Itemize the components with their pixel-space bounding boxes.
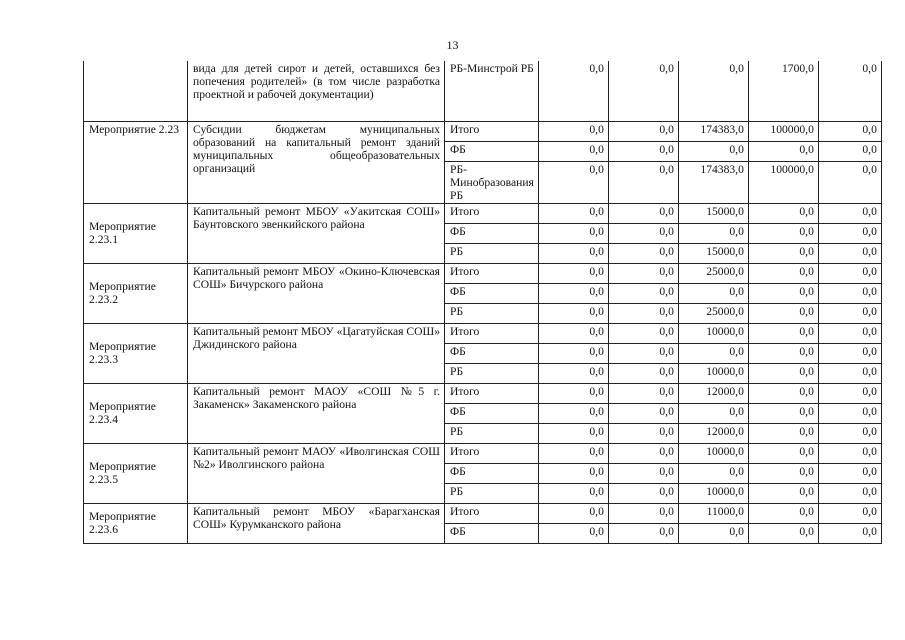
amount-cell: 10000,0 — [678, 323, 748, 343]
amount-cell: 0,0 — [748, 403, 818, 423]
measure-label: Мероприятие 2.23.6 — [84, 503, 188, 543]
table-row — [84, 61, 882, 121]
amount-cell: 0,0 — [818, 121, 881, 141]
amount-cell: 0,0 — [818, 141, 881, 161]
amount-cell: 0,0 — [818, 243, 881, 263]
amount-cell: 25000,0 — [678, 263, 748, 283]
amount-cell: 0,0 — [748, 263, 818, 283]
amount-cell: 0,0 — [538, 343, 608, 363]
amount-cell: 0,0 — [748, 203, 818, 223]
amount-cell: 0,0 — [538, 161, 608, 203]
amount-cell: 0,0 — [538, 403, 608, 423]
amount-cell: 0,0 — [608, 443, 678, 463]
amount-cell: 0,0 — [608, 263, 678, 283]
amount-cell: 0,0 — [818, 483, 881, 503]
amount-cell: 0,0 — [748, 303, 818, 323]
amount-cell: 0,0 — [608, 463, 678, 483]
amount-cell: 0,0 — [678, 283, 748, 303]
funding-source: Итого — [445, 503, 539, 523]
amount-cell: 0,0 — [748, 523, 818, 543]
amount-cell: 0,0 — [538, 463, 608, 483]
amount-cell: 0,0 — [608, 383, 678, 403]
page-number: 13 — [446, 38, 459, 52]
amount-cell: 0,0 — [748, 283, 818, 303]
amount-cell: 0,0 — [608, 121, 678, 141]
amount-cell: 0,0 — [608, 283, 678, 303]
funding-source: РБ — [445, 363, 539, 383]
measure-label-cell — [84, 61, 188, 121]
amount-cell: 0,0 — [538, 503, 608, 523]
funding-source: ФБ — [445, 283, 539, 303]
funding-source: ФБ — [445, 343, 539, 363]
amount-cell: 0,0 — [608, 303, 678, 323]
amount-cell: 0,0 — [818, 403, 881, 423]
funding-source: Итого — [445, 263, 539, 283]
amount-cell: 0,0 — [818, 363, 881, 383]
amount-cell: 0,0 — [678, 523, 748, 543]
amount-cell: 12000,0 — [678, 423, 748, 443]
amount-cell: 0,0 — [608, 403, 678, 423]
amount-cell: 0,0 — [748, 141, 818, 161]
amount-cell: 0,0 — [538, 323, 608, 343]
amount-cell: 11000,0 — [678, 503, 748, 523]
measure-description: Субсидии бюджетам муниципальных образований на капитальный ремонт зданий муниципальных общеобразовательных организаций — [188, 121, 445, 203]
amount-cell: 0,0 — [538, 483, 608, 503]
funding-source: Итого — [445, 121, 539, 141]
table-row — [84, 203, 882, 223]
amount-cell: 0,0 — [538, 443, 608, 463]
amount-cell: 0,0 — [818, 203, 881, 223]
amount-cell: 0,0 — [608, 423, 678, 443]
amount-cell: 0,0 — [818, 343, 881, 363]
amount-cell: 0,0 — [818, 283, 881, 303]
funding-source: Итого — [445, 323, 539, 343]
amount-cell: 0,0 — [538, 203, 608, 223]
amount-cell: 0,0 — [608, 243, 678, 263]
table-row — [84, 121, 882, 141]
amount-cell: 0,0 — [748, 503, 818, 523]
amount-cell: 0,0 — [538, 223, 608, 243]
amount-cell: 12000,0 — [678, 383, 748, 403]
funding-source: РБ — [445, 423, 539, 443]
amount-cell: 15000,0 — [678, 243, 748, 263]
amount-cell: 0,0 — [678, 141, 748, 161]
amount-cell: 0,0 — [818, 161, 881, 203]
measure-label: Мероприятие 2.23 — [84, 121, 188, 203]
funding-source: РБ-Минобразования РБ — [445, 161, 539, 203]
amount-cell: 0,0 — [608, 161, 678, 203]
amount-cell: 0,0 — [678, 61, 748, 121]
measure-label: Мероприятие 2.23.1 — [84, 203, 188, 263]
amount-cell: 0,0 — [818, 303, 881, 323]
amount-cell: 0,0 — [538, 61, 608, 121]
funding-source: ФБ — [445, 463, 539, 483]
amount-cell: 10000,0 — [678, 443, 748, 463]
funding-source: ФБ — [445, 403, 539, 423]
amount-cell: 0,0 — [608, 203, 678, 223]
amount-cell: 100000,0 — [748, 121, 818, 141]
amount-cell: 0,0 — [608, 61, 678, 121]
amount-cell: 0,0 — [678, 343, 748, 363]
amount-cell: 174383,0 — [678, 161, 748, 203]
amount-cell: 100000,0 — [748, 161, 818, 203]
table-row — [84, 323, 882, 343]
amount-cell: 0,0 — [538, 263, 608, 283]
amount-cell: 0,0 — [538, 141, 608, 161]
measure-description: вида для детей сирот и детей, оставшихся без попечения родителей» (в том числе разработка проектной и рабочей документации) — [188, 61, 445, 121]
amount-cell: 0,0 — [748, 443, 818, 463]
amount-cell: 0,0 — [748, 323, 818, 343]
funding-source: ФБ — [445, 141, 539, 161]
amount-cell: 0,0 — [538, 523, 608, 543]
measure-description: Капитальный ремонт МБОУ «Уакитская СОШ» Баунтовского эвенкийского района — [188, 203, 445, 263]
amount-cell: 0,0 — [748, 363, 818, 383]
amount-cell: 0,0 — [538, 243, 608, 263]
amount-cell: 0,0 — [608, 363, 678, 383]
amount-cell: 0,0 — [818, 263, 881, 283]
measure-description: Капитальный ремонт МБОУ «Окино-Ключевская СОШ» Бичурского района — [188, 263, 445, 323]
amount-cell: 0,0 — [748, 423, 818, 443]
amount-cell: 0,0 — [818, 323, 881, 343]
amount-cell: 0,0 — [818, 61, 881, 121]
amount-cell: 0,0 — [538, 121, 608, 141]
amount-cell: 0,0 — [608, 141, 678, 161]
amount-cell: 0,0 — [818, 443, 881, 463]
funding-source: РБ — [445, 303, 539, 323]
amount-cell: 0,0 — [818, 383, 881, 403]
table-row — [84, 503, 882, 523]
measure-label: Мероприятие 2.23.3 — [84, 323, 188, 383]
funding-source: РБ — [445, 483, 539, 503]
amount-cell: 0,0 — [608, 323, 678, 343]
amount-cell: 0,0 — [538, 383, 608, 403]
amount-cell: 1700,0 — [748, 61, 818, 121]
amount-cell: 10000,0 — [678, 363, 748, 383]
amount-cell: 25000,0 — [678, 303, 748, 323]
amount-cell: 0,0 — [748, 463, 818, 483]
amount-cell: 0,0 — [818, 523, 881, 543]
measure-description: Капитальный ремонт МБОУ «Цагатуйская СОШ» Джидинского района — [188, 323, 445, 383]
funding-source: Итого — [445, 383, 539, 403]
amount-cell: 0,0 — [608, 343, 678, 363]
amount-cell: 0,0 — [818, 423, 881, 443]
amount-cell: 0,0 — [538, 303, 608, 323]
funding-source: РБ-Минстрой РБ — [445, 61, 539, 121]
amount-cell: 0,0 — [818, 503, 881, 523]
amount-cell: 0,0 — [608, 483, 678, 503]
measure-label: Мероприятие 2.23.5 — [84, 443, 188, 503]
amount-cell: 10000,0 — [678, 483, 748, 503]
amount-cell: 0,0 — [748, 243, 818, 263]
measure-label: Мероприятие 2.23.4 — [84, 383, 188, 443]
amount-cell: 0,0 — [608, 503, 678, 523]
budget-table-body — [84, 61, 882, 543]
amount-cell: 0,0 — [678, 463, 748, 483]
amount-cell: 0,0 — [748, 383, 818, 403]
amount-cell: 0,0 — [818, 463, 881, 483]
funding-source: Итого — [445, 443, 539, 463]
measure-label: Мероприятие 2.23.2 — [84, 263, 188, 323]
amount-cell: 0,0 — [608, 223, 678, 243]
amount-cell: 15000,0 — [678, 203, 748, 223]
amount-cell: 0,0 — [748, 483, 818, 503]
funding-source: РБ — [445, 243, 539, 263]
funding-source: ФБ — [445, 223, 539, 243]
amount-cell: 0,0 — [538, 423, 608, 443]
amount-cell: 0,0 — [538, 283, 608, 303]
measure-description: Капитальный ремонт МБОУ «Барагханская СОШ» Курумканского района — [188, 503, 445, 543]
amount-cell: 0,0 — [748, 343, 818, 363]
amount-cell: 0,0 — [678, 223, 748, 243]
amount-cell: 0,0 — [678, 403, 748, 423]
amount-cell: 0,0 — [538, 363, 608, 383]
budget-table — [83, 61, 882, 544]
amount-cell: 0,0 — [818, 223, 881, 243]
table-row — [84, 383, 882, 403]
amount-cell: 0,0 — [748, 223, 818, 243]
funding-source: ФБ — [445, 523, 539, 543]
measure-description: Капитальный ремонт МАОУ «Иволгинская СОШ №2» Иволгинского района — [188, 443, 445, 503]
amount-cell: 0,0 — [608, 523, 678, 543]
funding-source: Итого — [445, 203, 539, 223]
table-row — [84, 263, 882, 283]
measure-description: Капитальный ремонт МАОУ «СОШ №5 г. Закаменск» Закаменского района — [188, 383, 445, 443]
amount-cell: 174383,0 — [678, 121, 748, 141]
table-row — [84, 443, 882, 463]
